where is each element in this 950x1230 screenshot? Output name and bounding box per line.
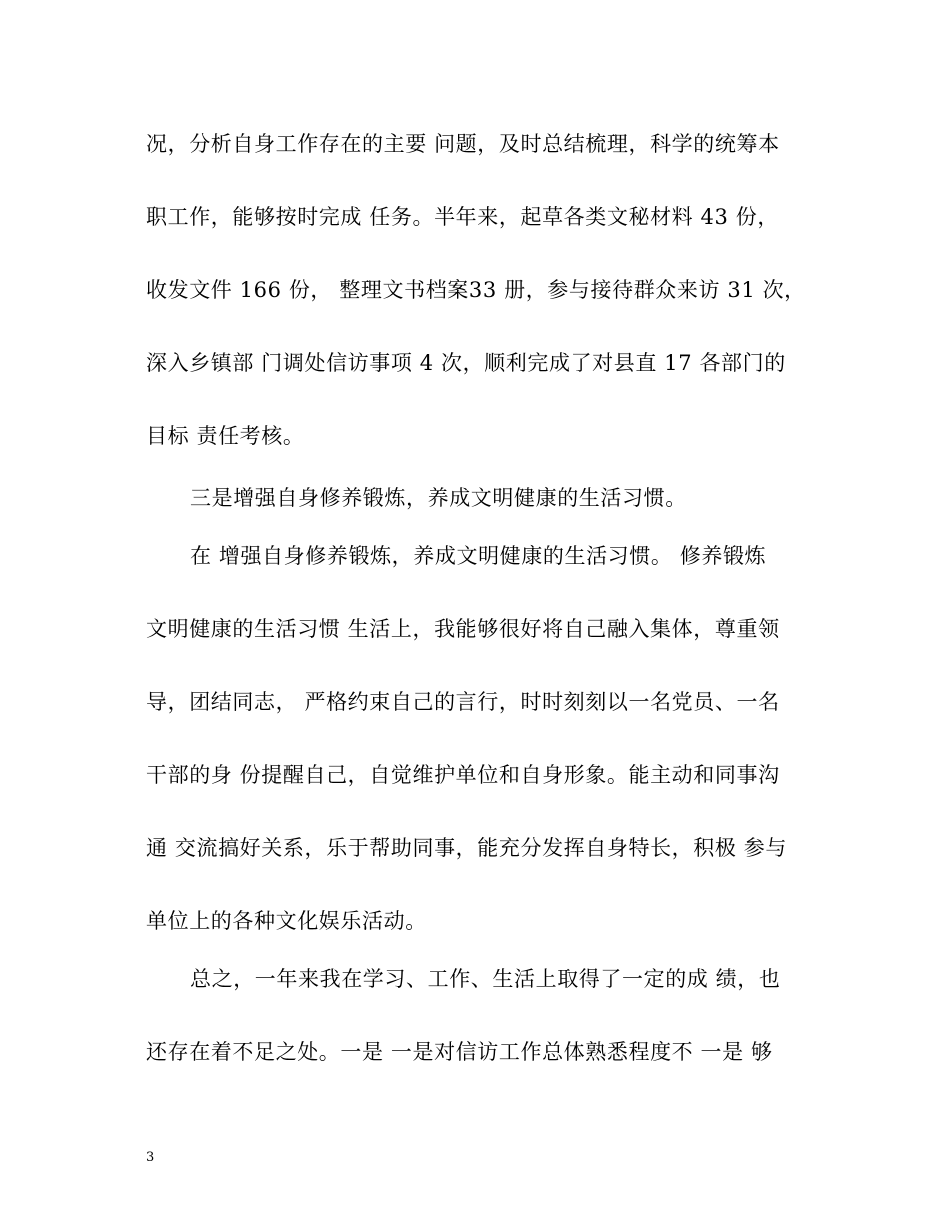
page-number: 3 xyxy=(146,1150,155,1165)
body-text-line: 职工作，能够按时完成 任务。半年来，起草各类文秘材料 43 份， xyxy=(146,205,779,229)
paragraph-heading: 三是增强自身修养锻炼，养成文明健康的生活习惯。 xyxy=(190,486,687,510)
body-text-line: 在 增强自身修养锻炼，养成文明健康的生活习惯。 修养锻炼 xyxy=(190,544,767,568)
body-text-line: 目标 责任考核。 xyxy=(146,424,305,448)
body-text-line: 通 交流搞好关系，乐于帮助同事，能充分发挥自身特长，积极 参与 xyxy=(146,836,787,860)
body-text-line: 干部的身 份提醒自己，自觉维护单位和自身形象。能主动和同事沟 xyxy=(146,763,780,787)
body-text-line: 总之，一年来我在学习、工作、生活上取得了一定的成 绩，也 xyxy=(190,967,781,991)
body-text-line: 深入乡镇部 门调处信访事项 4 次，顺利完成了对县直 17 各部门的 xyxy=(146,351,786,375)
body-text-line: 单位上的各种文化娱乐活动。 xyxy=(146,909,427,933)
body-text-line: 导，团结同志， 严格约束自己的言行，时时刻刻以一名党员、一名 xyxy=(146,690,780,714)
body-text-line: 文明健康的生活习惯 生活上，我能够很好将自己融入集体，尊重领 xyxy=(146,617,780,641)
body-text-line: 收发文件 166 份， 整理文书档案33 册，参与接待群众来访 31 次， xyxy=(146,278,806,302)
body-text-line: 还存在着不足之处。一是 一是对信访工作总体熟悉程度不 一是 够 xyxy=(146,1040,773,1064)
body-text-line: 况，分析自身工作存在的主要 问题，及时总结梳理，科学的统筹本 xyxy=(146,132,780,156)
